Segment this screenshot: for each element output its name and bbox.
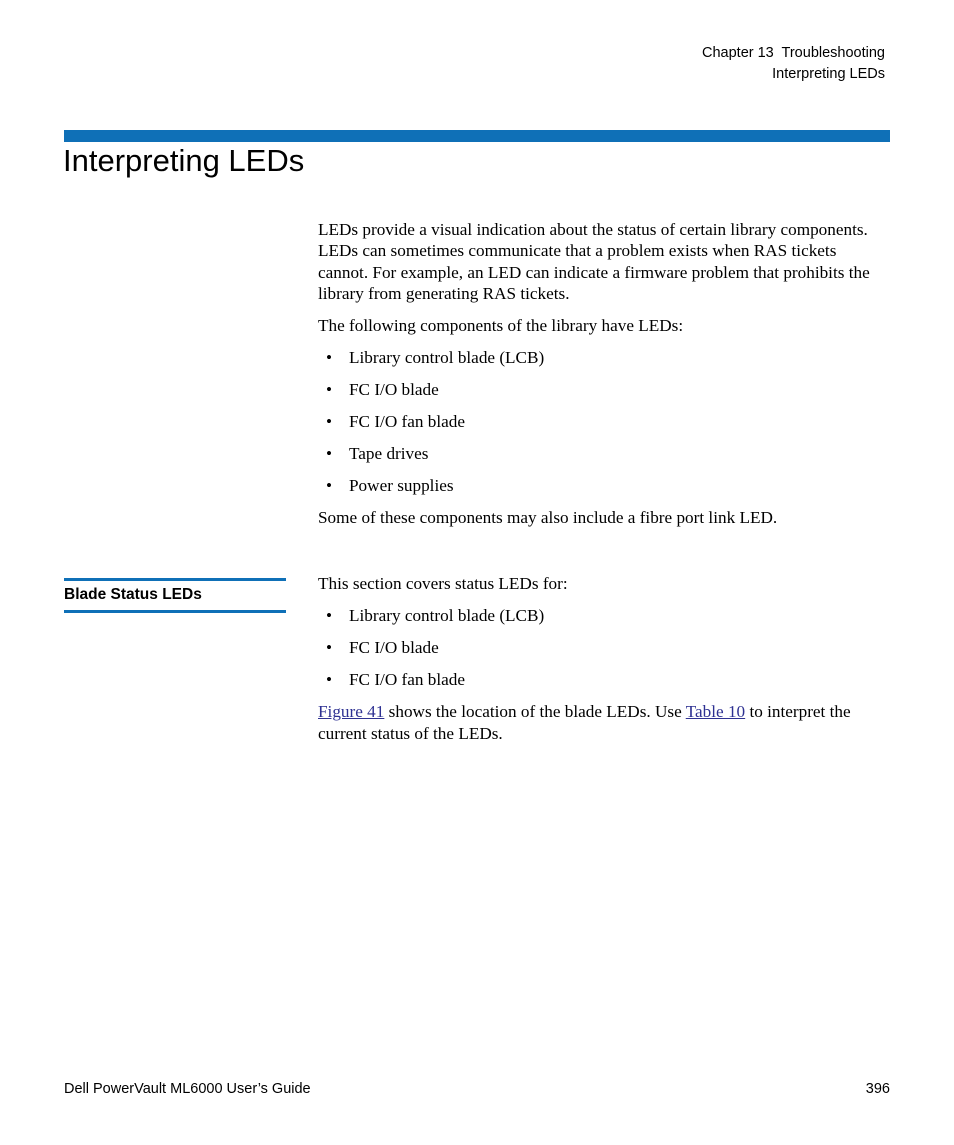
list-item: • FC I/O fan blade xyxy=(326,412,465,432)
footer-guide-title: Dell PowerVault ML6000 User’s Guide xyxy=(64,1081,311,1097)
header-section: Interpreting LEDs xyxy=(772,66,885,82)
bullet-icon: • xyxy=(326,669,333,689)
blade-section xyxy=(318,573,890,744)
bullet-icon: • xyxy=(326,444,333,464)
header-chapter: Chapter 13 Troubleshooting xyxy=(702,45,885,61)
blade-lead: This section covers status LEDs for: xyxy=(318,574,568,593)
page-title: Interpreting LEDs xyxy=(63,143,305,178)
list-item: • FC I/O blade xyxy=(326,637,439,657)
list-item: • Tape drives xyxy=(326,444,429,464)
bullet-icon: • xyxy=(326,637,333,657)
intro-closing: Some of these components may also include a fibre port link LED. xyxy=(318,508,778,528)
intro-paragraph: LEDs provide a visual indication about the status of certain library components. LEDs can sometimes communicate that a problem exists when RAS tickets cannot. For example, an LED can indicate a firmware problem that prohibits the library from generating RAS tickets. xyxy=(318,220,870,303)
bullet-icon: • xyxy=(326,348,333,368)
table-10-link[interactable]: Table 10 xyxy=(685,702,746,722)
figure-41-link[interactable]: Figure 41 xyxy=(318,702,385,722)
component-list xyxy=(318,347,890,496)
list-item: • FC I/O blade xyxy=(326,380,439,400)
list-item: • Power supplies xyxy=(326,476,454,496)
list-item: • FC I/O fan blade xyxy=(326,669,465,689)
running-header xyxy=(702,43,885,85)
list-item: • Library control blade (LCB) xyxy=(326,605,545,625)
bullet-icon: • xyxy=(326,476,333,496)
bullet-icon: • xyxy=(326,605,333,625)
bullet-icon: • xyxy=(326,412,333,432)
bullet-icon: • xyxy=(326,380,333,400)
section-heading-blade-status: Blade Status LEDs xyxy=(64,578,286,613)
footer-page-number: 396 xyxy=(865,1081,890,1097)
blade-reference: Figure 41 shows the location of the blade LEDs. Use Table 10 to interpret the current status of the LEDs. xyxy=(318,702,851,743)
intro-list-lead: The following components of the library have LEDs: xyxy=(318,316,684,336)
list-item: • Library control blade (LCB) xyxy=(326,348,545,368)
intro-section xyxy=(318,219,890,529)
blade-list xyxy=(318,605,890,690)
